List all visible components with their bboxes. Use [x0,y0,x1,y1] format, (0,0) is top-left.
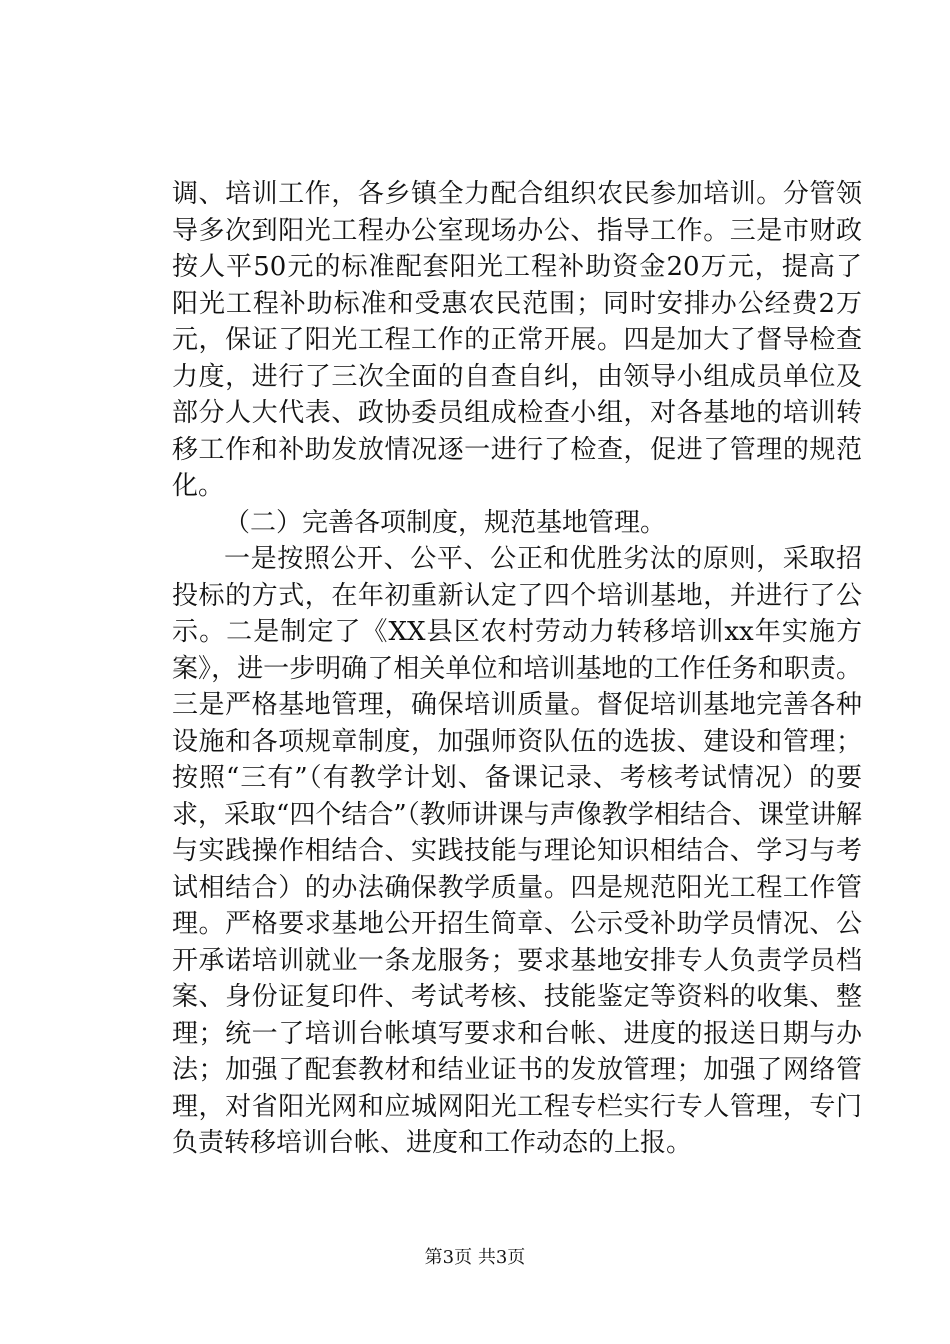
paragraph-body: 一是按照公开、公平、公正和优胜劣汰的原则，采取招投标的方式，在年初重新认定了四个培训基地，并进行了公示。二是制定了《XX县区农村劳动力转移培训xx年实施方案》，进一步明确了相关单位和培训基地的工作任务和职责。三是严格基地管理，确保培训质量。督促培训基地完善各种设施和各项规章制度，加强师资队伍的选拔、建设和管理；按照“三有”（有教学计划、备课记录、考核考试情况）的要求，采取“四个结合”（教师讲课与声像教学相结合、课堂讲解与实践操作相结合、实践技能与理论知识相结合、学习与考试相结合）的办法确保教学质量。四是规范阳光工程工作管理。严格要求基地公开招生简章、公示受补助学员情况、公开承诺培训就业一条龙服务；要求基地安排专人负责学员档案、身份证复印件、考试考核、技能鉴定等资料的收集、整理；统一了培训台帐填写要求和台帐、进度的报送日期与办法；加强了配套教材和结业证书的发放管理；加强了网络管理，对省阳光网和应城网阳光工程专栏实行专人管理，专门负责转移培训台帐、进度和工作动态的上报。 [172,544,862,1158]
paragraph-continuation: 调、培训工作，各乡镇全力配合组织农民参加培训。分管领导多次到阳光工程办公室现场办公、指导工作。三是市财政按人平50元的标准配套阳光工程补助资金20万元，提高了阳光工程补助标准和受惠农民范围；同时安排办公经费2万元，保证了阳光工程工作的正常开展。四是加大了督导检查力度，进行了三次全面的自查自纠，由领导小组成员单位及部分人大代表、政协委员组成检查小组，对各基地的培训转移工作和补助发放情况逐一进行了检查，促进了管理的规范化。 [172,179,862,501]
section-heading: （二）完善各项制度，规范基地管理。 [224,507,667,538]
page-footer: 第3页 共3页 [424,1247,526,1268]
document-body [172,176,862,1162]
